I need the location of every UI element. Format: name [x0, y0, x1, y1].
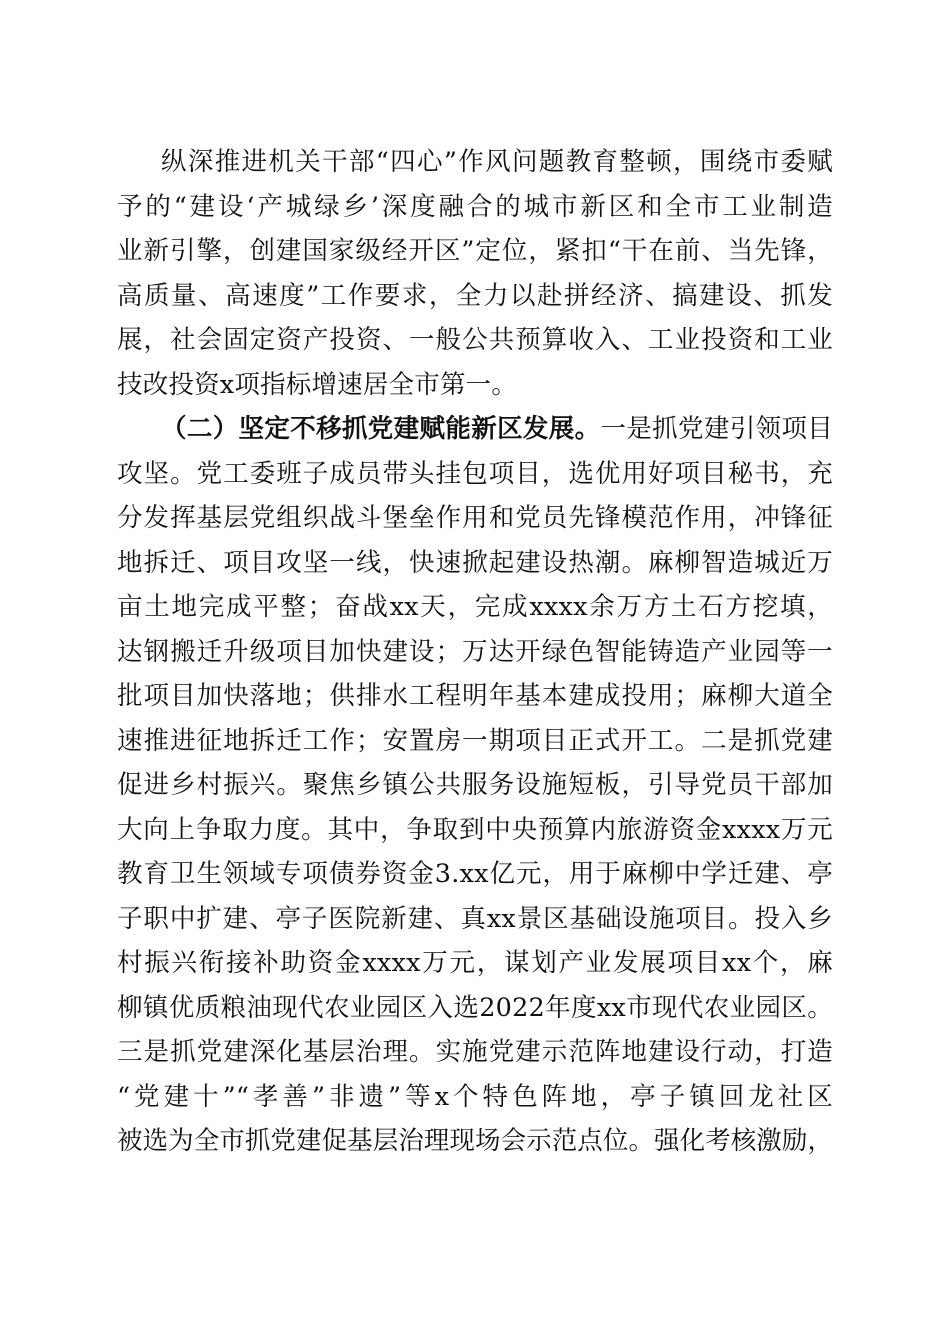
text-line: 地拆迁、项目攻坚一线，快速掀起建设热潮。麻柳智造城近万 [117, 547, 833, 578]
text-line: “党建十”“孝善”非遗”等x个特色阵地，亭子镇回龙社区 [117, 1081, 833, 1112]
text-line: 村振兴衔接补助资金xxxx万元，谋划产业发展项目xx个，麻 [117, 948, 833, 978]
text-line: 亩土地完成平整；奋战xx天，完成xxxx余万方土石方挖填， [117, 592, 833, 622]
text-line: 促进乡村振兴。聚焦乡镇公共服务设施短板，引导党员干部加 [117, 770, 833, 800]
text-line: 分发挥基层党组织战斗堡垒作用和党员先锋模范作用，冲锋征 [117, 503, 833, 533]
text-line: 柳镇优质粮油现代农业园区入选2022年度xx市现代农业园区。 [117, 992, 833, 1023]
text-line: 被选为全市抓党建促基层治理现场会示范点位。强化考核激励， [117, 1126, 833, 1156]
text-line: 业新引擎，创建国家级经开区”定位，紧扣“干在前、当先锋， [117, 236, 833, 266]
text-line: 教育卫生领域专项债券资金3.xx亿元，用于麻柳中学迁建、亭 [117, 859, 833, 889]
paragraph-2 [117, 407, 833, 1164]
paragraph-1 [117, 140, 833, 407]
text-line: 速推进征地拆迁工作；安置房一期项目正式开工。二是抓党建 [117, 725, 833, 756]
text-line: 大向上争取力度。其中，争取到中央预算内旅游资金xxxx万元 [117, 814, 833, 845]
text-line: 技改投资x项指标增速居全市第一。 [117, 369, 518, 400]
text-line: 三是抓党建深化基层治理。实施党建示范阵地建设行动，打造 [117, 1037, 833, 1067]
text-line: 子职中扩建、亭子医院新建、真xx景区基础设施项目。投入乡 [117, 903, 833, 934]
text-line: 攻坚。党工委班子成员带头挂包项目，选优用好项目秘书，充 [117, 458, 833, 489]
text-line: 批项目加快落地；供排水工程明年基本建成投用；麻柳大道全 [117, 681, 833, 711]
text-line: 纵深推进机关干部“四心”作风问题教育整顿，围绕市委赋 [161, 147, 833, 177]
heading-line-rest: 一是抓党建引领项目 [600, 414, 833, 444]
text-line-with-heading [117, 407, 833, 452]
text-line: 展，社会固定资产投资、一般公共预算收入、工业投资和工业 [117, 325, 833, 355]
section-heading: （二）坚定不移抓党建赋能新区发展。 [161, 414, 601, 444]
document-body [117, 140, 833, 1164]
text-line: 予的“建设‘产城绿乡’深度融合的城市新区和全市工业制造 [117, 191, 833, 222]
text-line: 高质量、高速度”工作要求，全力以赴拼经济、搞建设、抓发 [117, 280, 833, 311]
text-line: 达钢搬迁升级项目加快建设；万达开绿色智能铸造产业园等一 [117, 636, 833, 667]
